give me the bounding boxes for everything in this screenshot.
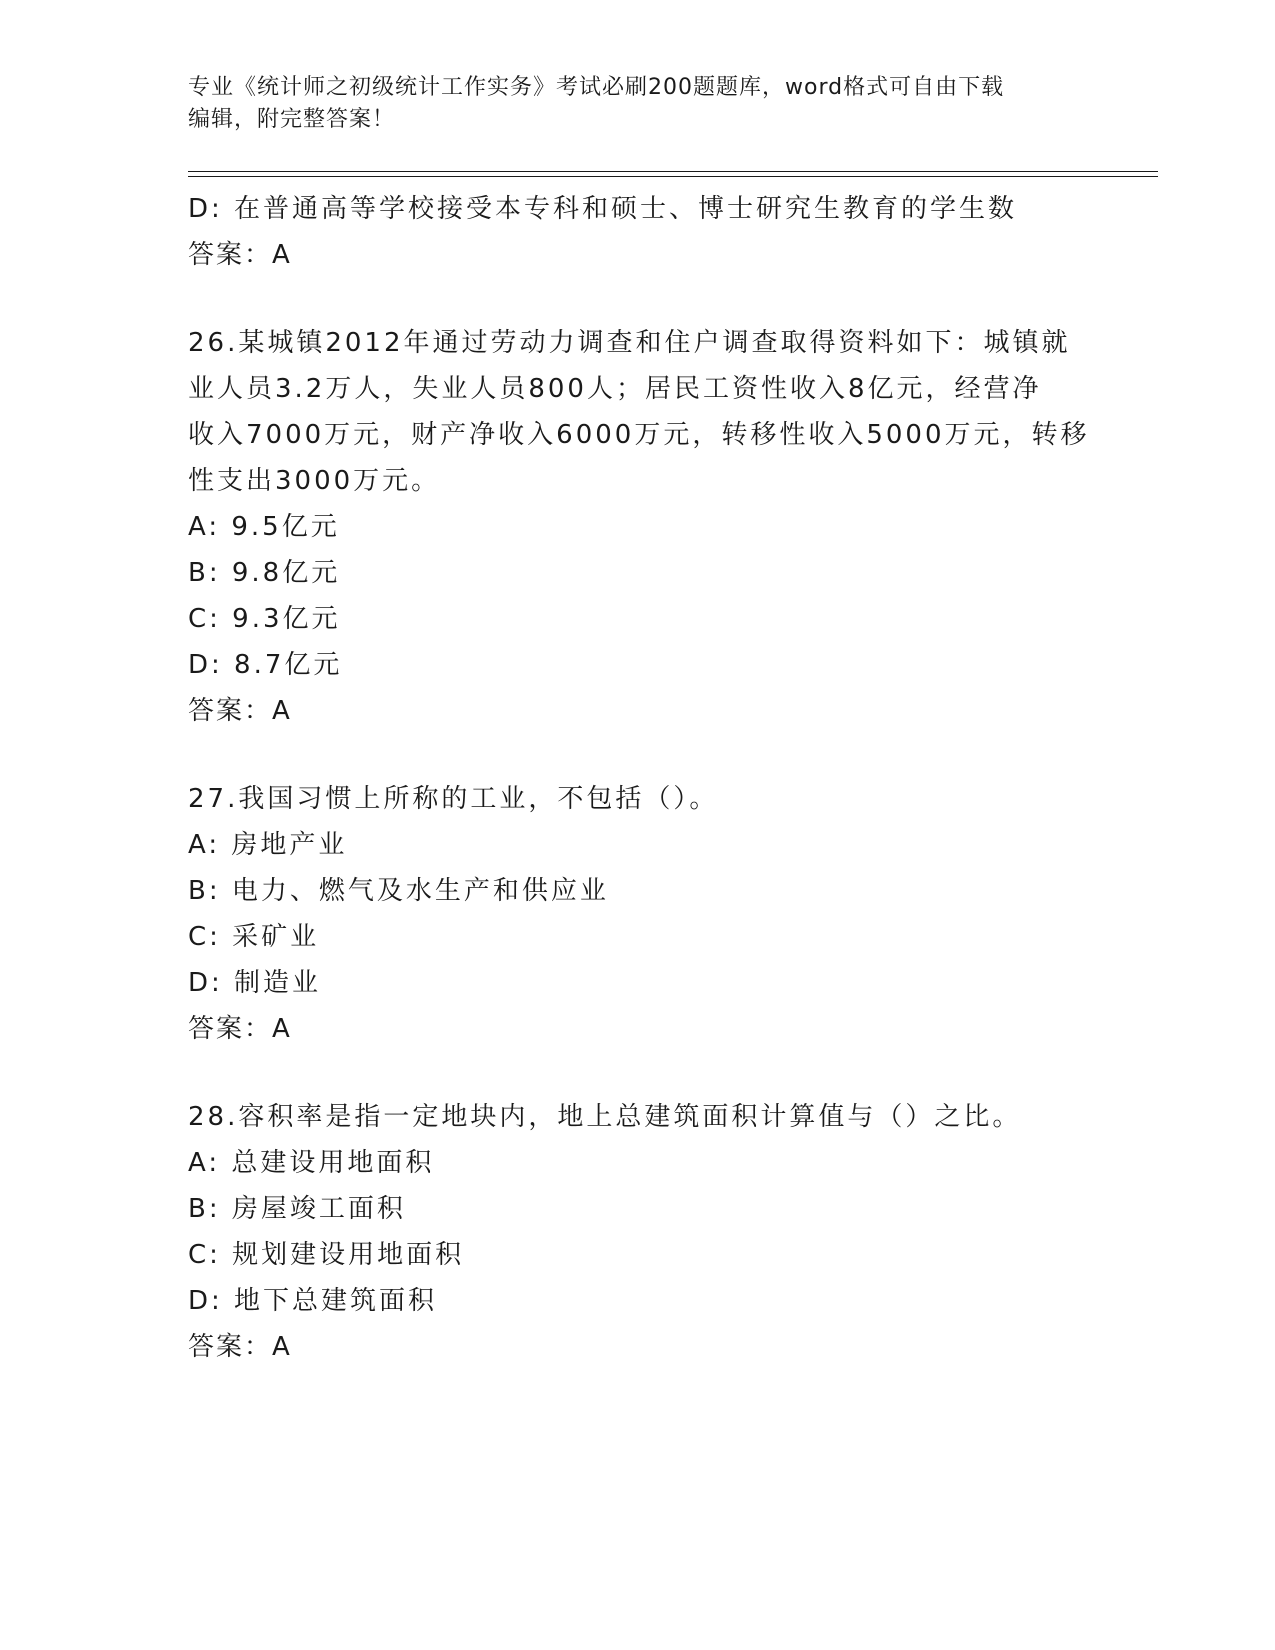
question-text-line: 业人员3.2万人，失业人员800人；居民工资性收入8亿元，经营净 [188, 374, 1042, 404]
header-title-line-2: 编辑，附完整答案！ [188, 107, 396, 132]
question-text-line: 收入7000万元，财产净收入6000万元，转移性收入5000万元，转移 [188, 420, 1090, 450]
question-list [188, 186, 1088, 1370]
question-27 [188, 776, 1088, 1052]
option-d: D: 制造业 [188, 968, 322, 998]
question-text-line: 26.某城镇2012年通过劳动力调查和住户调查取得资料如下：城镇就 [188, 328, 1071, 358]
option-b: B: 9.8亿元 [188, 558, 341, 588]
option-b: B: 电力、燃气及水生产和供应业 [188, 876, 609, 906]
question-28 [188, 1094, 1088, 1370]
answer: 答案：A [188, 1014, 292, 1044]
option-b: B: 房屋竣工面积 [188, 1194, 406, 1224]
option-c: C: 9.3亿元 [188, 604, 341, 634]
option-c: C: 采矿业 [188, 922, 320, 952]
carryover-answer: 答案：A [188, 240, 292, 270]
option-a: A: 房地产业 [188, 830, 348, 860]
carryover-option-d: D: 在普通高等学校接受本专科和硕士、博士研究生教育的学生数 [188, 194, 1018, 224]
header-title-line-1: 专业《统计师之初级统计工作实务》考试必刷200题题库，word格式可自由下载 [188, 75, 1005, 100]
page-header [188, 72, 1068, 136]
option-d: D: 地下总建筑面积 [188, 1286, 438, 1316]
header-rule-bottom [188, 176, 1158, 177]
option-d: D: 8.7亿元 [188, 650, 343, 680]
question-text-line: 28.容积率是指一定地块内，地上总建筑面积计算值与（）之比。 [188, 1102, 1022, 1132]
answer: 答案：A [188, 696, 292, 726]
option-a: A: 总建设用地面积 [188, 1148, 435, 1178]
header-rule-top [188, 171, 1158, 172]
question-text-line: 27.我国习惯上所称的工业，不包括（）。 [188, 784, 719, 814]
question-text-line: 性支出3000万元。 [188, 466, 441, 496]
question-26 [188, 320, 1088, 734]
option-c: C: 规划建设用地面积 [188, 1240, 465, 1270]
answer: 答案：A [188, 1332, 292, 1362]
option-a: A: 9.5亿元 [188, 512, 340, 542]
